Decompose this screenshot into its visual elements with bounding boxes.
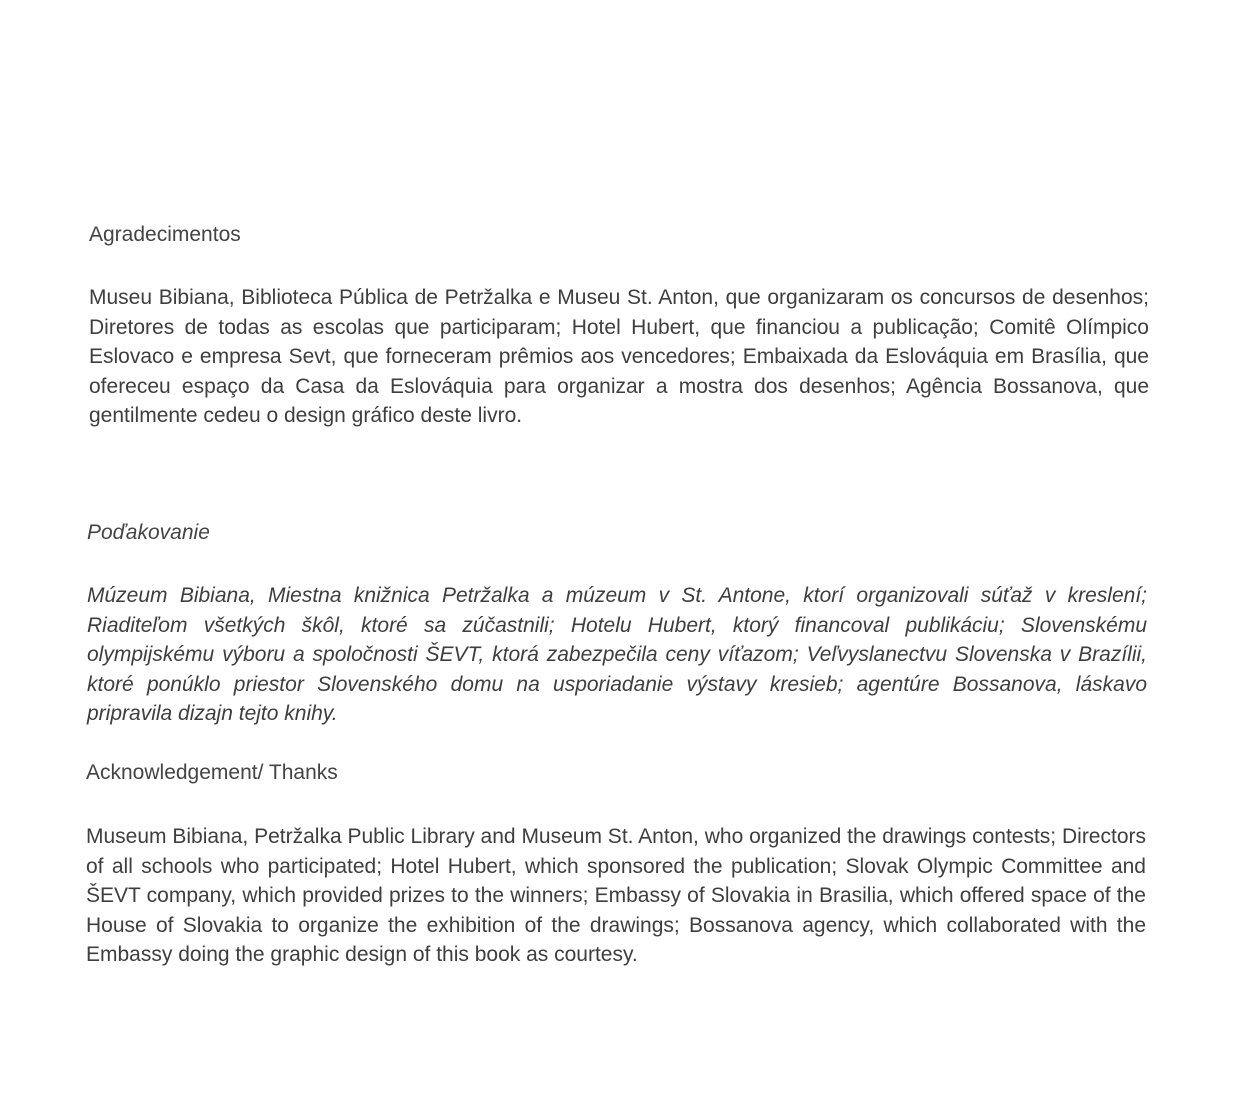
heading-slovak: Poďakovanie — [87, 521, 210, 544]
acknowledgements-slovak — [87, 520, 1147, 729]
heading-english: Acknowledgement/ Thanks — [86, 761, 338, 784]
acknowledgements-english — [86, 760, 1146, 970]
acknowledgements-portuguese — [89, 222, 1149, 431]
body-english: Museum Bibiana, Petržalka Public Library and Museum St. Anton, who organized the drawings contests; Directors of all schools who participated; Hotel Hubert, which sponsored the publication; Slovak Olympic Committee and ŠEVT company, which provided prizes to the winners; Embassy of Slovakia in Brasilia, which offered space of the House of Slovakia to organize the exhibition of the drawings; Bossanova agency, which collaborated with the Embassy doing the graphic design of this book as courtesy. — [86, 825, 1146, 966]
body-portuguese: Museu Bibiana, Biblioteca Pública de Petržalka e Museu St. Anton, que organizaram os concursos de desenhos; Diretores de todas as escolas que participaram; Hotel Hubert, que financiou a publicação; Comitê Olímpico Eslovaco e empresa Sevt, que forneceram prêmios aos vencedores; Embaixada da Eslováquia em Brasília, que ofereceu espaço da Casa da Eslováquia para organizar a mostra dos desenhos; Agência Bossanova, que gentilmente cedeu o design gráfico deste livro. — [89, 286, 1149, 427]
body-slovak: Múzeum Bibiana, Miestna knižnica Petržalka a múzeum v St. Antone, ktorí organizovali súťaž v kreslení; Riaditeľom všetkých škôl, ktoré sa zúčastnili; Hotelu Hubert, ktorý financoval publikáciu; Slovenskému olympijskému výboru a spoločnosti ŠEVT, ktorá zabezpečila ceny víťazom; Veľvyslanectvu Slovenska v Brazílii, ktoré ponúklo priestor Slovenského domu na usporiadanie výstavy kresieb; agentúre Bossanova, láskavo pripravila dizajn tejto knihy. — [87, 584, 1147, 725]
heading-portuguese: Agradecimentos — [89, 223, 241, 246]
